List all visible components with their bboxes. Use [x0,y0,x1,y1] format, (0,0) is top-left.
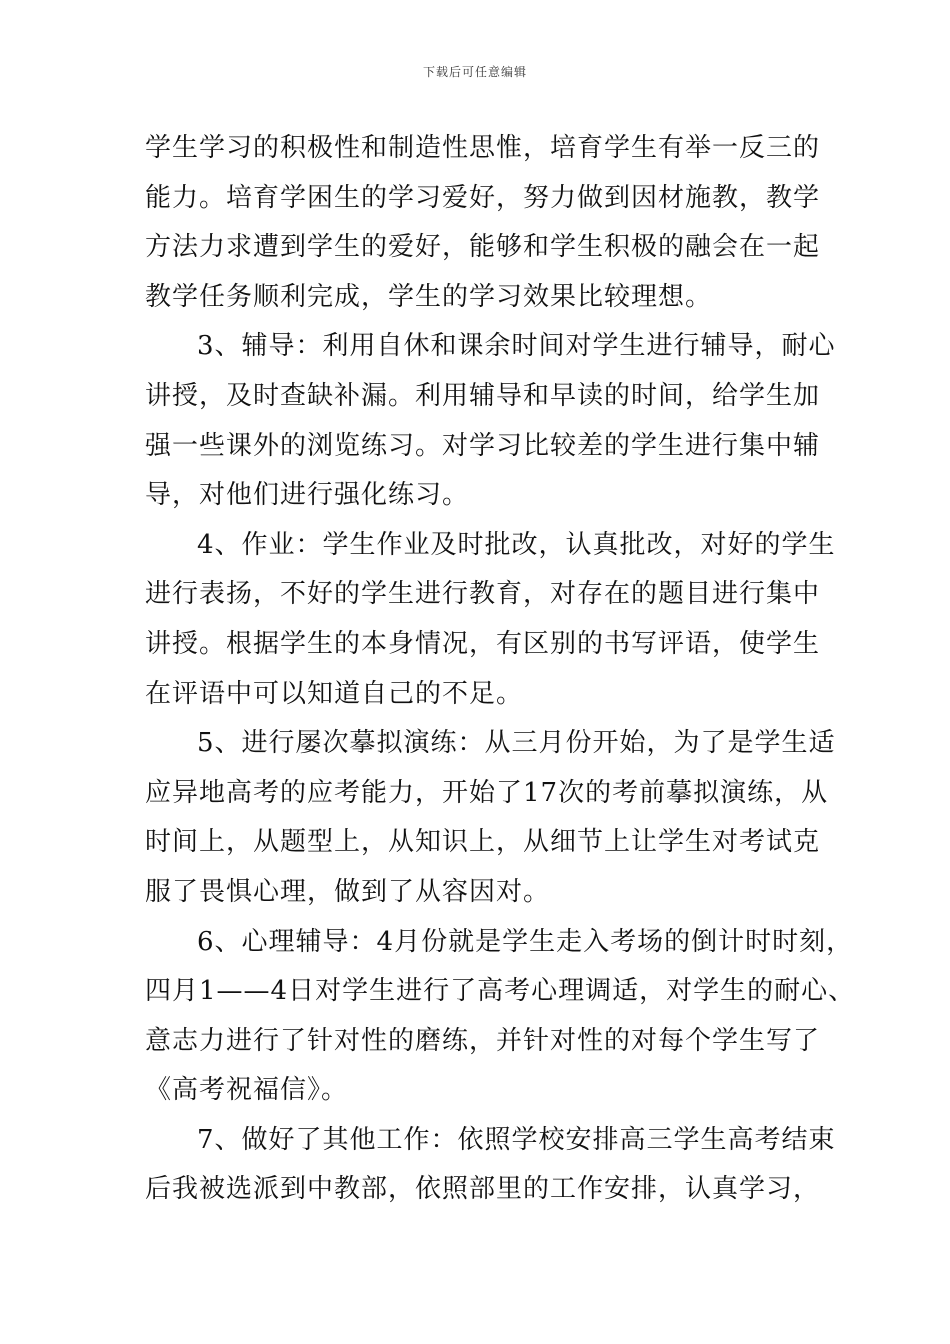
text-line: 学生学习的积极性和制造性思惟，培育学生有举一反三的 [145,133,821,163]
text-line: 后我被选派到中教部，依照部里的工作安排，认真学习， [145,1174,821,1205]
paragraph-start-line: 7、做好了其他工作：依照学校安排高三学生高考结束 [197,1124,836,1155]
text-line: 导，对他们进行强化练习。 [145,480,470,511]
text-line: 教学任务顺利完成，学生的学习效果比较理想。 [145,281,713,312]
text-line: 《高考祝福信》。 [145,1075,349,1106]
paragraph-start-line: 5、进行屡次摹拟演练：从三月份开始，为了是学生适 [197,728,836,759]
text-line: 讲授。根据学生的本身情况，有区别的书写评语，使学生 [145,628,821,659]
text-line: 强一些课外的浏览练习。对学习比较差的学生进行集中辅 [145,430,821,461]
paragraph-start-line: 4、作业：学生作业及时批改，认真批改，对好的学生 [197,529,836,560]
paragraph-start-line: 3、辅导：利用自休和课余时间对学生进行辅导，耐心 [197,331,836,362]
text-line: 时间上，从题型上，从知识上，从细节上让学生对考试克 [145,827,821,858]
text-line: 进行表扬，不好的学生进行教育，对存在的题目进行集中 [145,579,821,610]
text-line: 意志力进行了针对性的磨练，并针对性的对每个学生写了 [145,1025,821,1056]
text-line: 在评语中可以知道自己的不足。 [145,678,524,709]
text-line: 服了畏惧心理，做到了从容因对。 [145,876,551,907]
text-line: 能力。培育学困生的学习爱好，努力做到因材施教，教学 [145,182,821,213]
body-text [145,124,856,1215]
paragraph-start-line: 6、心理辅导：4月份就是学生走入考场的倒计时时刻， [197,926,854,957]
text-line: 四月1——4日对学生进行了高考心理调适，对学生的耐心、 [145,976,856,1007]
text-line: 应异地高考的应考能力，开始了17次的考前摹拟演练，从 [145,777,829,808]
text-line: 方法力求遭到学生的爱好，能够和学生积极的融会在一起 [145,232,821,263]
header-note: 下载后可任意编辑 [422,65,527,79]
text-line: 讲授，及时查缺补漏。利用辅导和早读的时间，给学生加 [145,380,821,411]
